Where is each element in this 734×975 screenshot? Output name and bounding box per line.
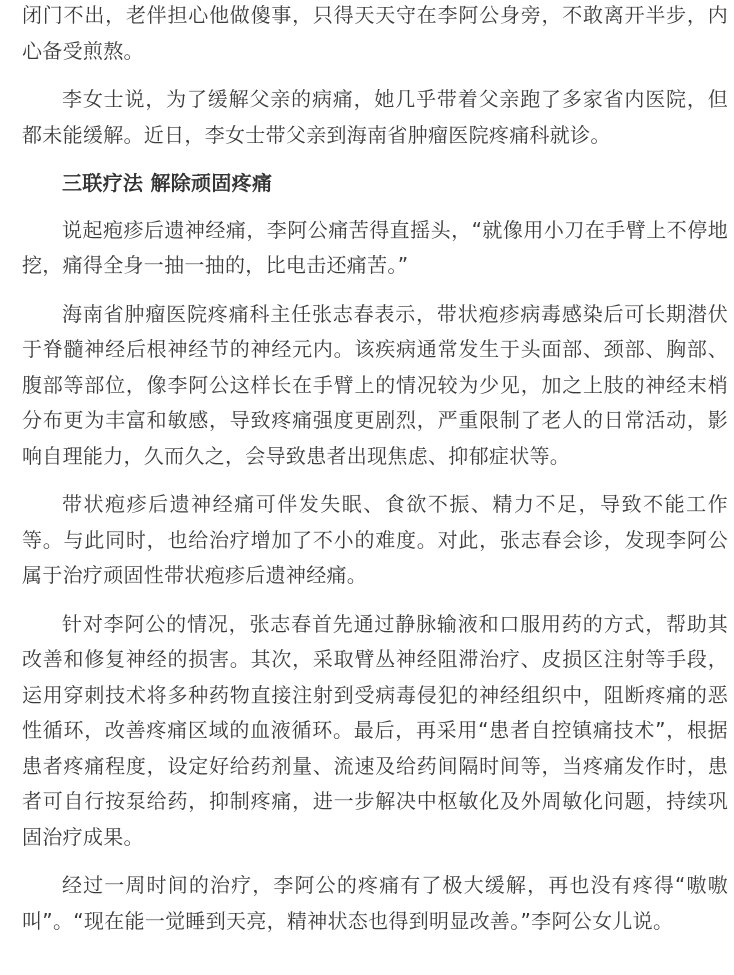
paragraph-treatment-plan: 针对李阿公的情况，张志春首先通过静脉输液和口服用药的方式，帮助其改善和修复神经的损害。其次，采取臂丛神经阻滞治疗、皮损区注射等手段，运用穿刺技术将多种药物直接注射到受病毒侵犯的神经组织中，阻断疼痛的恶性循环，改善疼痛区域的血液循环。最后，再采用“患者自控镇痛技术”，根据患者疼痛程度，设定好给药剂量、流速及给药间隔时间等，当疼痛发作时，患者可自行按泵给药，抑制疼痛，进一步解决中枢敏化及外周敏化问题，持续巩固治疗成果。 <box>22 611 728 849</box>
paragraph-continued: 闭门不出，老伴担心他做傻事，只得天天守在李阿公身旁，不敢离开半步，内心备受煎熬。 <box>22 3 728 63</box>
paragraph-treatment-search: 李女士说，为了缓解父亲的病痛，她几乎带着父亲跑了多家省内医院，但都未能缓解。近日，李女士带父亲到海南省肿瘤医院疼痛科就诊。 <box>22 87 728 147</box>
paragraph-outcome: 经过一周时间的治疗，李阿公的疼痛有了极大缓解，再也没有疼得“嗷嗷叫”。“现在能一觉睡到天亮，精神状态也得到明显改善。”李阿公女儿说。 <box>22 873 728 933</box>
paragraph-patient-quote: 说起疱疹后遗神经痛，李阿公痛苦得直摇头，“就像用小刀在手臂上不停地挖，痛得全身一抽一抽的，比电击还痛苦。” <box>22 217 728 277</box>
article-body <box>22 0 728 952</box>
section-heading: 三联疗法 解除顽固疼痛 <box>62 171 273 195</box>
paragraph-doctor-explanation: 海南省肿瘤医院疼痛科主任张志春表示，带状疱疹病毒感染后可长期潜伏于脊髓神经后根神经节的神经元内。该疾病通常发生于头面部、颈部、胸部、腹部等部位，像李阿公这样长在手臂上的情况较为少见，加之上肢的神经末梢分布更为丰富和敏感，导致疼痛强度更剧烈，严重限制了老人的日常活动，影响自理能力，久而久之，会导致患者出现焦虑、抑郁症状等。 <box>22 301 728 468</box>
paragraph-complications: 带状疱疹后遗神经痛可伴发失眠、食欲不振、精力不足，导致不能工作等。与此同时，也给治疗增加了不小的难度。对此，张志春会诊，发现李阿公属于治疗顽固性带状疱疹后遗神经痛。 <box>22 492 728 587</box>
